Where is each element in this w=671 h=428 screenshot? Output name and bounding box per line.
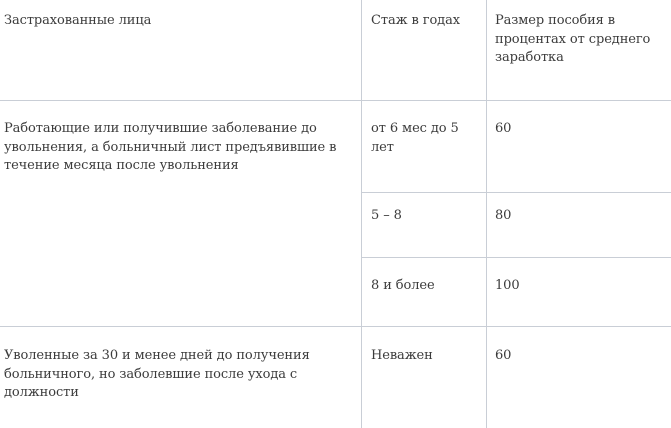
percent-cell: 80	[495, 208, 512, 223]
header-insured-persons: Застрахованные лица	[4, 13, 152, 28]
row-divider	[0, 326, 671, 327]
column-divider-2	[486, 0, 487, 428]
percent-cell: 100	[495, 278, 520, 293]
percent-cell: 60	[495, 348, 512, 363]
header-experience-years: Стаж в годах	[371, 13, 460, 28]
experience-cell: Неважен	[371, 348, 433, 363]
group-cell-working: Работающие или получившие заболевание до увольнения, а больничный лист предъявившие в течение месяца после увольнения	[4, 121, 337, 173]
experience-cell: 5 – 8	[371, 208, 402, 223]
header-divider	[0, 100, 671, 101]
experience-cell: 8 и более	[371, 278, 435, 293]
subrow-divider-2	[361, 257, 671, 258]
header-benefit-percent: Размер пособия в процентах от среднего заработка	[495, 13, 651, 65]
column-divider-1	[361, 0, 362, 428]
percent-cell: 60	[495, 121, 512, 136]
subrow-divider-1	[361, 192, 671, 193]
experience-cell: от 6 мес до 5 лет	[371, 121, 459, 155]
group-cell-dismissed: Уволенные за 30 и менее дней до получения больничного, но заболевшие после ухода с должности	[4, 348, 310, 400]
